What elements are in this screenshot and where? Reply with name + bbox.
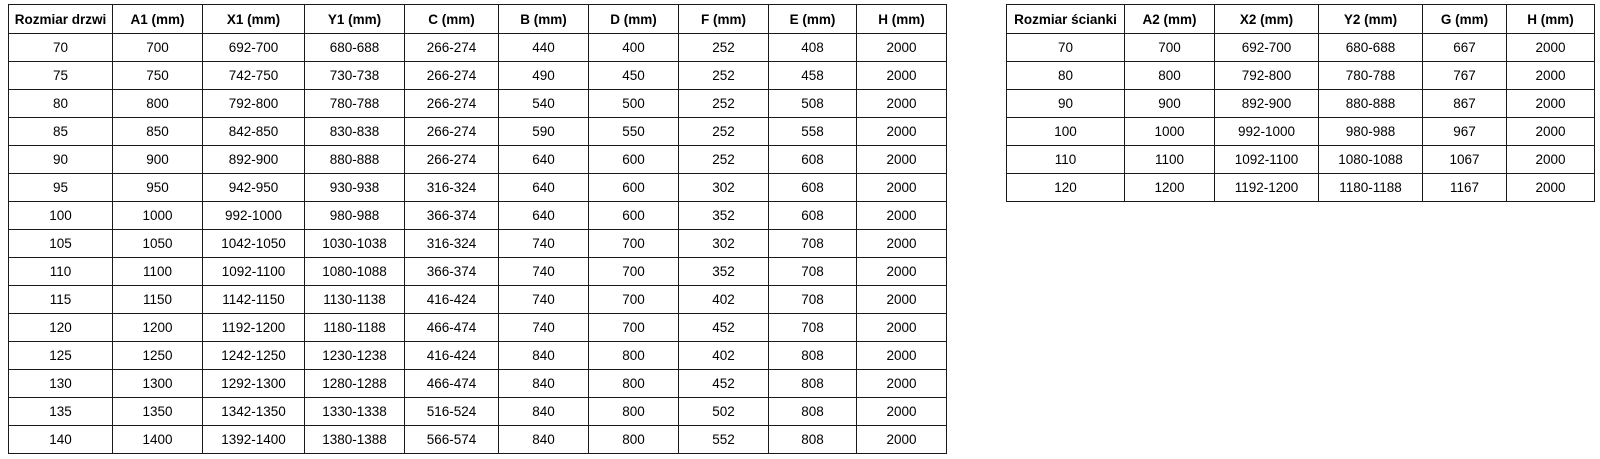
table-header-row [9,5,947,34]
wall-cell: 967 [1423,118,1507,146]
doors-cell: 95 [9,174,113,202]
doors-cell: 608 [769,146,857,174]
doors-cell: 316-324 [405,174,499,202]
doors-cell: 808 [769,370,857,398]
doors-cell: 130 [9,370,113,398]
table-row [9,370,947,398]
doors-cell: 800 [589,370,679,398]
wall-cell: 1067 [1423,146,1507,174]
wall-cell: 1100 [1125,146,1215,174]
doors-column-header: X1 (mm) [203,5,305,34]
doors-cell: 1092-1100 [203,258,305,286]
doors-cell: 608 [769,174,857,202]
doors-cell: 2000 [857,286,947,314]
doors-cell: 1200 [113,314,203,342]
wall-cell: 2000 [1507,62,1595,90]
doors-cell: 740 [499,314,589,342]
doors-cell: 942-950 [203,174,305,202]
doors-cell: 780-788 [305,90,405,118]
table-row [9,230,947,258]
doors-cell: 75 [9,62,113,90]
wall-cell: 892-900 [1215,90,1319,118]
doors-cell: 700 [589,286,679,314]
doors-cell: 266-274 [405,118,499,146]
doors-cell: 730-738 [305,62,405,90]
doors-column-header: B (mm) [499,5,589,34]
doors-dimensions-table-container [8,4,947,454]
table-row [1007,34,1595,62]
wall-cell: 1092-1100 [1215,146,1319,174]
doors-cell: 1380-1388 [305,426,405,454]
doors-cell: 266-274 [405,90,499,118]
table-row [9,398,947,426]
doors-cell: 440 [499,34,589,62]
table-row [9,62,947,90]
doors-cell: 750 [113,62,203,90]
doors-cell: 740 [499,258,589,286]
wall-cell: 792-800 [1215,62,1319,90]
doors-cell: 1392-1400 [203,426,305,454]
doors-cell: 900 [113,146,203,174]
wall-cell: 867 [1423,90,1507,118]
doors-cell: 600 [589,146,679,174]
doors-cell: 550 [589,118,679,146]
doors-cell: 416-424 [405,342,499,370]
doors-cell: 1400 [113,426,203,454]
doors-cell: 490 [499,62,589,90]
doors-cell: 680-688 [305,34,405,62]
doors-cell: 1130-1138 [305,286,405,314]
doors-cell: 466-474 [405,370,499,398]
doors-cell: 2000 [857,146,947,174]
doors-column-header: E (mm) [769,5,857,34]
wall-column-header: H (mm) [1507,5,1595,34]
doors-cell: 2000 [857,426,947,454]
doors-cell: 800 [589,398,679,426]
doors-cell: 640 [499,146,589,174]
wall-cell: 2000 [1507,174,1595,202]
doors-cell: 252 [679,118,769,146]
doors-cell: 892-900 [203,146,305,174]
doors-cell: 110 [9,258,113,286]
doors-cell: 1030-1038 [305,230,405,258]
doors-cell: 540 [499,90,589,118]
doors-cell: 552 [679,426,769,454]
doors-cell: 840 [499,342,589,370]
doors-cell: 400 [589,34,679,62]
doors-cell: 2000 [857,342,947,370]
doors-cell: 700 [589,258,679,286]
doors-cell: 2000 [857,202,947,230]
wall-column-header: A2 (mm) [1125,5,1215,34]
doors-cell: 1342-1350 [203,398,305,426]
wall-cell: 1192-1200 [1215,174,1319,202]
doors-cell: 708 [769,230,857,258]
doors-cell: 502 [679,398,769,426]
doors-column-header: Y1 (mm) [305,5,405,34]
doors-cell: 140 [9,426,113,454]
wall-cell: 1167 [1423,174,1507,202]
doors-cell: 252 [679,90,769,118]
doors-dimensions-table [8,4,947,454]
wall-cell: 120 [1007,174,1125,202]
doors-cell: 452 [679,314,769,342]
wall-cell: 767 [1423,62,1507,90]
doors-cell: 120 [9,314,113,342]
doors-cell: 508 [769,90,857,118]
doors-column-header: C (mm) [405,5,499,34]
doors-column-header: D (mm) [589,5,679,34]
wall-cell: 800 [1125,62,1215,90]
doors-cell: 808 [769,426,857,454]
doors-cell: 352 [679,202,769,230]
doors-cell: 740 [499,230,589,258]
table-row [9,342,947,370]
table-row [9,426,947,454]
doors-cell: 1180-1188 [305,314,405,342]
doors-cell: 1000 [113,202,203,230]
doors-cell: 266-274 [405,146,499,174]
doors-cell: 1050 [113,230,203,258]
doors-cell: 302 [679,174,769,202]
table-row [9,146,947,174]
doors-cell: 700 [113,34,203,62]
doors-cell: 708 [769,258,857,286]
doors-cell: 80 [9,90,113,118]
table-row [9,202,947,230]
wall-table-header [1007,5,1595,34]
wall-cell: 70 [1007,34,1125,62]
wall-column-header: Rozmiar ścianki [1007,5,1125,34]
doors-cell: 808 [769,342,857,370]
doors-cell: 450 [589,62,679,90]
table-row [1007,90,1595,118]
doors-column-header: H (mm) [857,5,947,34]
doors-cell: 352 [679,258,769,286]
table-header-row [1007,5,1595,34]
wall-cell: 1180-1188 [1319,174,1423,202]
doors-cell: 842-850 [203,118,305,146]
doors-cell: 558 [769,118,857,146]
wall-cell: 780-788 [1319,62,1423,90]
doors-cell: 2000 [857,62,947,90]
wall-cell: 1000 [1125,118,1215,146]
doors-cell: 1142-1150 [203,286,305,314]
table-row [9,34,947,62]
doors-cell: 2000 [857,314,947,342]
doors-cell: 402 [679,286,769,314]
doors-cell: 708 [769,286,857,314]
doors-cell: 742-750 [203,62,305,90]
doors-cell: 1192-1200 [203,314,305,342]
doors-cell: 2000 [857,230,947,258]
wall-cell: 992-1000 [1215,118,1319,146]
doors-cell: 408 [769,34,857,62]
doors-cell: 600 [589,174,679,202]
doors-cell: 458 [769,62,857,90]
table-row [1007,118,1595,146]
doors-cell: 808 [769,398,857,426]
wall-cell: 692-700 [1215,34,1319,62]
wall-column-header: G (mm) [1423,5,1507,34]
wall-dimensions-table [1006,4,1595,202]
doors-cell: 1150 [113,286,203,314]
wall-dimensions-table-container [1006,4,1595,202]
wall-cell: 90 [1007,90,1125,118]
doors-cell: 840 [499,370,589,398]
doors-cell: 500 [589,90,679,118]
doors-cell: 640 [499,202,589,230]
wall-cell: 2000 [1507,118,1595,146]
doors-cell: 105 [9,230,113,258]
wall-cell: 1080-1088 [1319,146,1423,174]
doors-cell: 792-800 [203,90,305,118]
doors-cell: 700 [589,314,679,342]
wall-cell: 680-688 [1319,34,1423,62]
doors-cell: 840 [499,426,589,454]
doors-cell: 252 [679,146,769,174]
doors-cell: 90 [9,146,113,174]
doors-cell: 1292-1300 [203,370,305,398]
doors-cell: 266-274 [405,62,499,90]
doors-cell: 740 [499,286,589,314]
doors-cell: 252 [679,34,769,62]
doors-cell: 692-700 [203,34,305,62]
doors-cell: 850 [113,118,203,146]
doors-cell: 980-988 [305,202,405,230]
doors-cell: 1330-1338 [305,398,405,426]
doors-cell: 366-374 [405,258,499,286]
doors-cell: 402 [679,342,769,370]
table-row [9,90,947,118]
table-row [1007,146,1595,174]
doors-cell: 880-888 [305,146,405,174]
doors-cell: 70 [9,34,113,62]
doors-cell: 2000 [857,398,947,426]
wall-cell: 110 [1007,146,1125,174]
wall-cell: 2000 [1507,34,1595,62]
doors-cell: 830-838 [305,118,405,146]
doors-cell: 840 [499,398,589,426]
doors-cell: 100 [9,202,113,230]
doors-cell: 1280-1288 [305,370,405,398]
doors-column-header: F (mm) [679,5,769,34]
wall-cell: 900 [1125,90,1215,118]
doors-cell: 1242-1250 [203,342,305,370]
doors-cell: 930-938 [305,174,405,202]
doors-cell: 600 [589,202,679,230]
doors-cell: 1300 [113,370,203,398]
doors-cell: 252 [679,62,769,90]
doors-cell: 2000 [857,174,947,202]
doors-cell: 992-1000 [203,202,305,230]
doors-cell: 1350 [113,398,203,426]
table-row [9,286,947,314]
doors-cell: 800 [589,342,679,370]
doors-cell: 366-374 [405,202,499,230]
doors-cell: 2000 [857,258,947,286]
doors-cell: 466-474 [405,314,499,342]
doors-cell: 516-524 [405,398,499,426]
doors-column-header: Rozmiar drzwi [9,5,113,34]
wall-cell: 667 [1423,34,1507,62]
wall-cell: 1200 [1125,174,1215,202]
doors-cell: 266-274 [405,34,499,62]
doors-cell: 590 [499,118,589,146]
doors-cell: 416-424 [405,286,499,314]
doors-cell: 566-574 [405,426,499,454]
doors-cell: 85 [9,118,113,146]
wall-cell: 2000 [1507,146,1595,174]
doors-cell: 640 [499,174,589,202]
doors-cell: 608 [769,202,857,230]
doors-cell: 2000 [857,370,947,398]
wall-column-header: Y2 (mm) [1319,5,1423,34]
doors-cell: 302 [679,230,769,258]
doors-cell: 115 [9,286,113,314]
table-row [1007,174,1595,202]
wall-cell: 700 [1125,34,1215,62]
table-row [1007,62,1595,90]
doors-cell: 125 [9,342,113,370]
wall-column-header: X2 (mm) [1215,5,1319,34]
wall-cell: 100 [1007,118,1125,146]
doors-cell: 1250 [113,342,203,370]
doors-cell: 135 [9,398,113,426]
doors-table-header [9,5,947,34]
table-row [9,118,947,146]
doors-column-header: A1 (mm) [113,5,203,34]
wall-cell: 980-988 [1319,118,1423,146]
table-row [9,314,947,342]
doors-cell: 1042-1050 [203,230,305,258]
table-row [9,174,947,202]
wall-cell: 2000 [1507,90,1595,118]
doors-cell: 708 [769,314,857,342]
wall-table-body [1007,34,1595,202]
doors-cell: 700 [589,230,679,258]
doors-cell: 2000 [857,90,947,118]
doors-cell: 2000 [857,118,947,146]
doors-cell: 950 [113,174,203,202]
wall-cell: 80 [1007,62,1125,90]
doors-cell: 800 [589,426,679,454]
doors-cell: 1080-1088 [305,258,405,286]
doors-cell: 800 [113,90,203,118]
doors-cell: 1230-1238 [305,342,405,370]
wall-cell: 880-888 [1319,90,1423,118]
doors-cell: 316-324 [405,230,499,258]
table-row [9,258,947,286]
doors-table-body [9,34,947,454]
doors-cell: 452 [679,370,769,398]
doors-cell: 2000 [857,34,947,62]
doors-cell: 1100 [113,258,203,286]
